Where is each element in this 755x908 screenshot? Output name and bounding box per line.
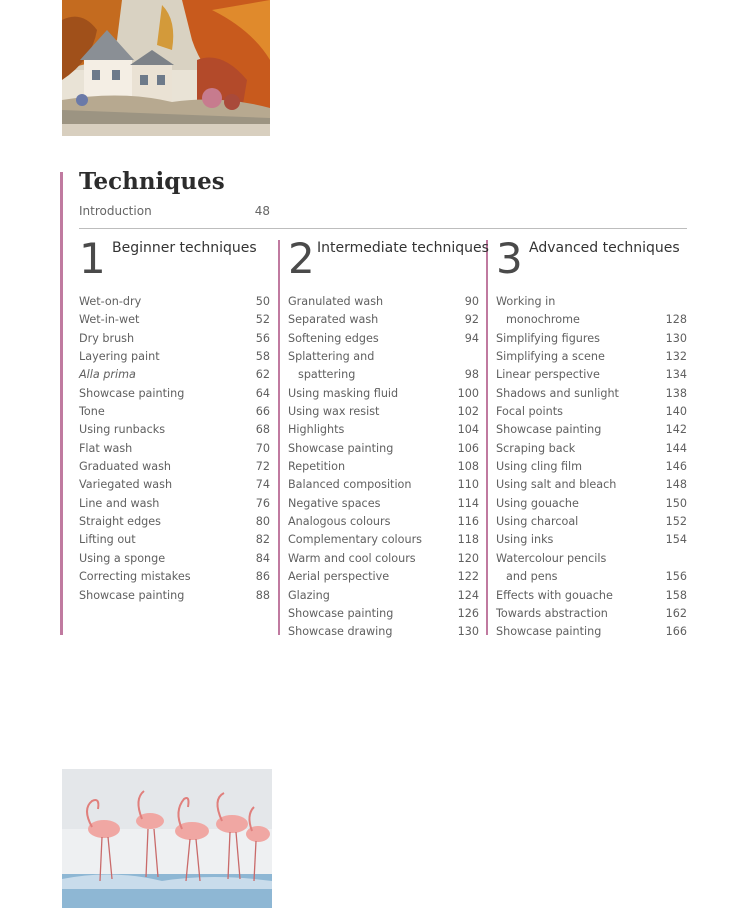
toc-entry-label: Showcase painting (496, 423, 602, 437)
toc-entry (288, 293, 479, 311)
toc-entry (288, 348, 479, 366)
toc-entry-page: 140 (665, 405, 687, 419)
toc-entry (288, 311, 479, 329)
toc-entry (288, 366, 479, 384)
toc-entry-page: 124 (457, 588, 479, 602)
toc-entry (288, 568, 479, 586)
toc-entry (79, 366, 270, 384)
toc-entry-label: Focal points (496, 405, 563, 419)
toc-entry-label: Analogous colours (288, 515, 391, 529)
toc-entry-page: 50 (255, 295, 270, 308)
entry-list (79, 293, 270, 605)
toc-entry-page: 102 (457, 405, 479, 419)
toc-entry-label: Using masking fluid (288, 386, 399, 400)
toc-entry-page: 82 (255, 533, 270, 547)
entry-list (288, 293, 479, 642)
toc-entry (288, 513, 479, 531)
toc-entry-page: 92 (464, 313, 479, 327)
toc-entry-label: Simplifying figures (496, 331, 600, 345)
toc-entry (496, 550, 687, 568)
toc-entry (496, 366, 687, 384)
toc-entry-page: 144 (665, 441, 687, 455)
toc-entry (79, 550, 270, 568)
toc-entry (79, 495, 270, 513)
toc-entry-page: 116 (457, 515, 479, 529)
toc-entry (79, 385, 270, 403)
toc-entry-label: Repetition (288, 460, 346, 474)
toc-entry-label: Showcase painting (288, 441, 394, 455)
toc-entry-page: 84 (255, 551, 270, 565)
toc-entry-page: 62 (255, 368, 270, 382)
toc-entry-page: 148 (665, 478, 687, 492)
toc-entry (288, 495, 479, 513)
toc-entry (496, 440, 687, 458)
toc-entry-page: 128 (665, 313, 687, 327)
toc-entry (496, 385, 687, 403)
toc-entry-label: Layering paint (79, 350, 160, 364)
toc-entry-label: Splattering and (288, 350, 375, 364)
column-divider (278, 240, 280, 635)
toc-entry-label: Showcase painting (496, 625, 602, 639)
toc-entry (79, 531, 270, 549)
toc-entry (496, 605, 687, 623)
toc-entry (288, 605, 479, 623)
toc-entry-page: 132 (665, 350, 687, 364)
toc-entry-page: 74 (255, 478, 270, 492)
toc-entry (288, 421, 479, 439)
toc-entry-page: 118 (457, 533, 479, 547)
toc-entry-page: 72 (255, 460, 270, 474)
toc-entry (496, 568, 687, 586)
toc-entry (79, 440, 270, 458)
section-number: 1 (79, 234, 106, 283)
toc-entry-page: 100 (457, 386, 479, 400)
toc-entry (496, 531, 687, 549)
toc-entry-label: Flat wash (79, 441, 133, 455)
toc-entry-page: 166 (665, 625, 687, 639)
toc-entry (496, 476, 687, 494)
toc-entry-label: Complementary colours (288, 533, 423, 547)
toc-entry-label: Simplifying a scene (496, 350, 605, 364)
toc-entry-page: 122 (457, 570, 479, 584)
toc-entry (496, 348, 687, 366)
toc-entry-label: Dry brush (79, 331, 135, 345)
toc-entry-label: Towards abstraction (496, 606, 608, 620)
toc-entry-label: Variegated wash (79, 478, 173, 492)
column-divider (486, 240, 488, 635)
toc-entry-page: 98 (464, 368, 479, 382)
toc-entry (496, 587, 687, 605)
toc-entry-label: Wet-in-wet (79, 313, 140, 327)
toc-entry-label: Lifting out (79, 533, 136, 547)
toc-entry-page: 70 (255, 441, 270, 455)
toc-entry-page: 94 (464, 331, 479, 345)
toc-entry (288, 440, 479, 458)
intro-label: Introduction (79, 204, 152, 218)
toc-entry-page: 130 (457, 625, 479, 639)
toc-entry (79, 348, 270, 366)
toc-entry-label: Wet-on-dry (79, 295, 142, 308)
toc-entry-page: 64 (255, 386, 270, 400)
toc-entry-page: 58 (255, 350, 270, 364)
section-title: Intermediate techniques (317, 240, 489, 256)
toc-entry (288, 476, 479, 494)
section-title: Beginner techniques (112, 240, 257, 256)
toc-entry-label: Granulated wash (288, 295, 384, 308)
section-title: Advanced techniques (529, 240, 680, 256)
toc-entry-page: 88 (255, 588, 270, 602)
toc-entry-label: Showcase painting (79, 386, 185, 400)
toc-entry-label: Correcting mistakes (79, 570, 191, 584)
toc-entry-page: 56 (255, 331, 270, 345)
toc-entry-label: Working in (496, 295, 556, 308)
toc-entry-page: 108 (457, 460, 479, 474)
toc-entry (288, 403, 479, 421)
toc-entry-label: Glazing (288, 588, 330, 602)
toc-entry (79, 513, 270, 531)
toc-entry (288, 330, 479, 348)
page-title: Techniques (79, 168, 225, 195)
toc-entry-label: Using charcoal (496, 515, 579, 529)
toc-entry-page: 80 (255, 515, 270, 529)
toc-entry-page: 150 (665, 496, 687, 510)
toc-entry-label: Watercolour pencils (496, 551, 607, 565)
toc-entry-page: 162 (665, 606, 687, 620)
toc-entry-label: Using inks (496, 533, 554, 547)
entry-list (496, 293, 687, 642)
toc-entry-label: Using cling film (496, 460, 583, 474)
toc-entry (79, 587, 270, 605)
toc-entry (79, 403, 270, 421)
toc-entry-label: Effects with gouache (496, 588, 613, 602)
toc-entry (288, 587, 479, 605)
toc-entry-page: 138 (665, 386, 687, 400)
toc-entry-page: 66 (255, 405, 270, 419)
toc-entry (79, 293, 270, 311)
section-number: 2 (288, 234, 315, 283)
toc-entry (288, 458, 479, 476)
toc-entry (496, 458, 687, 476)
toc-entry (288, 385, 479, 403)
toc-entry (496, 495, 687, 513)
toc-entry-label: Using gouache (496, 496, 579, 510)
toc-entry-page: 126 (457, 606, 479, 620)
toc-entry (79, 568, 270, 586)
autumn-house-painting (62, 0, 270, 136)
toc-entry-page: 154 (665, 533, 687, 547)
toc-entry-label: Shadows and sunlight (496, 386, 619, 400)
toc-entry-label: Softening edges (288, 331, 379, 345)
toc-entry-label: Showcase drawing (288, 625, 393, 639)
toc-entry (496, 421, 687, 439)
toc-entry-label: Showcase painting (79, 588, 185, 602)
toc-entry-page: 86 (255, 570, 270, 584)
toc-entry-label: Linear perspective (496, 368, 600, 382)
toc-entry-label: Using salt and bleach (496, 478, 617, 492)
section-number: 3 (496, 234, 523, 283)
toc-entry (79, 458, 270, 476)
divider (79, 228, 687, 229)
toc-entry-page: 152 (665, 515, 687, 529)
toc-entry-page: 146 (665, 460, 687, 474)
toc-entry-label: Using runbacks (79, 423, 166, 437)
toc-entry-label: Straight edges (79, 515, 161, 529)
toc-entry-page: 134 (665, 368, 687, 382)
toc-entry (288, 623, 479, 641)
toc-entry-page: 156 (665, 570, 687, 584)
toc-entry-page: 106 (457, 441, 479, 455)
toc-entry-label: Graduated wash (79, 460, 172, 474)
toc-entry (79, 330, 270, 348)
toc-entry-page: 114 (457, 496, 479, 510)
toc-entry-label: Using wax resist (288, 405, 380, 419)
toc-entry (79, 421, 270, 439)
toc-entry-label: Scraping back (496, 441, 576, 455)
toc-entry (79, 476, 270, 494)
toc-entry-label: Separated wash (288, 313, 379, 327)
toc-entry-label: Using a sponge (79, 551, 166, 565)
toc-entry-label: Warm and cool colours (288, 551, 416, 565)
toc-entry-page: 68 (255, 423, 270, 437)
toc-entry-page: 104 (457, 423, 479, 437)
toc-entry (496, 403, 687, 421)
toc-entry (79, 311, 270, 329)
section-accent-bar (60, 172, 63, 635)
toc-entry-label: Highlights (288, 423, 345, 437)
toc-entry (496, 330, 687, 348)
toc-entry-page: 110 (457, 478, 479, 492)
toc-entry-label: Aerial perspective (288, 570, 390, 584)
toc-entry-label: Balanced composition (288, 478, 412, 492)
intro-page: 48 (254, 204, 270, 218)
toc-entry-label: and pens (506, 570, 558, 584)
toc-entry (288, 531, 479, 549)
toc-entry-page: 142 (665, 423, 687, 437)
toc-entry-label: Negative spaces (288, 496, 381, 510)
toc-entry (496, 293, 687, 311)
toc-entry-page: 76 (255, 496, 270, 510)
toc-entry-page: 158 (665, 588, 687, 602)
toc-entry-page: 90 (464, 295, 479, 308)
toc-entry-label: Alla prima (79, 368, 136, 382)
toc-entry (496, 311, 687, 329)
toc-entry (496, 623, 687, 641)
flamingos-painting (62, 769, 272, 908)
toc-entry-label: Line and wash (79, 496, 160, 510)
toc-entry-page: 52 (255, 313, 270, 327)
toc-entry-label: spattering (298, 368, 356, 382)
toc-entry (288, 550, 479, 568)
toc-entry (496, 513, 687, 531)
toc-entry-label: Showcase painting (288, 606, 394, 620)
toc-entry-label: monochrome (506, 313, 580, 327)
toc-entry-page: 120 (457, 551, 479, 565)
toc-entry-page: 130 (665, 331, 687, 345)
toc-entry-label: Tone (79, 405, 105, 419)
